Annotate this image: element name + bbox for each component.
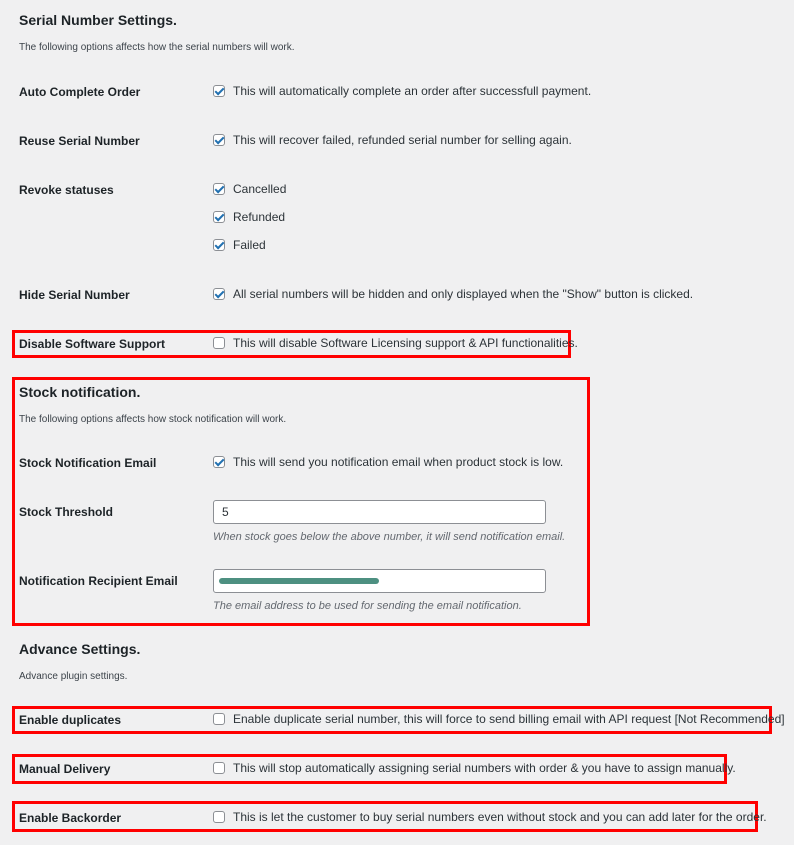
redacted-email-scribble [219,578,379,584]
reuse-serial-checkbox[interactable] [213,134,225,146]
auto-complete-text: This will automatically complete an order after successfull payment. [233,84,592,98]
duplicates-text: Enable duplicate serial number, this will force to send billing email with API request [Not Recommended] [233,712,785,726]
revoke-cancelled-option[interactable] [213,182,286,196]
recipient-email-label: Notification Recipient Email [19,574,178,588]
stock-email-label: Stock Notification Email [19,456,157,470]
revoke-refunded-option[interactable] [213,210,285,224]
revoke-failed-option[interactable] [213,238,266,252]
stock-email-option[interactable] [213,455,563,469]
advance-settings-description: Advance plugin settings. [19,671,128,682]
stock-notification-description: The following options affects how stock notification will work. [19,414,287,425]
duplicates-checkbox[interactable] [213,713,225,725]
disable-software-label: Disable Software Support [19,337,166,351]
disable-software-checkbox[interactable] [213,337,225,349]
reuse-serial-option[interactable] [213,133,572,147]
revoke-statuses-label: Revoke statuses [19,183,114,197]
stock-email-checkbox[interactable] [213,456,225,468]
backorder-label: Enable Backorder [19,811,122,825]
disable-software-option[interactable] [213,336,578,350]
backorder-checkbox[interactable] [213,811,225,823]
stock-threshold-label: Stock Threshold [19,505,114,519]
revoke-cancelled-checkbox[interactable] [213,183,225,195]
hide-serial-option[interactable] [213,287,693,301]
stock-notification-heading: Stock notification. [19,384,141,400]
hide-serial-checkbox[interactable] [213,288,225,300]
stock-email-text: This will send you notification email when product stock is low. [233,455,564,469]
backorder-text: This is let the customer to buy serial numbers even without stock and you can add later for the order. [233,810,767,824]
manual-delivery-checkbox[interactable] [213,762,225,774]
recipient-email-help: The email address to be used for sending the email notification. [213,600,522,612]
hide-serial-label: Hide Serial Number [19,288,130,302]
reuse-serial-label: Reuse Serial Number [19,134,140,148]
revoke-refunded-text: Refunded [233,210,286,224]
stock-threshold-help: When stock goes below the above number, it will send notification email. [213,531,566,543]
disable-software-text: This will disable Software Licensing support & API functionalities. [233,336,578,350]
revoke-failed-checkbox[interactable] [213,239,225,251]
hide-serial-text: All serial numbers will be hidden and only displayed when the "Show" button is clicked. [233,287,694,301]
revoke-cancelled-text: Cancelled [233,182,287,196]
manual-delivery-option[interactable] [213,761,736,775]
revoke-failed-text: Failed [233,238,266,252]
backorder-option[interactable] [213,810,767,824]
reuse-serial-text: This will recover failed, refunded serial number for selling again. [233,133,572,147]
serial-settings-description: The following options affects how the serial numbers will work. [19,42,295,53]
auto-complete-checkbox[interactable] [213,85,225,97]
duplicates-option[interactable] [213,712,785,726]
manual-delivery-label: Manual Delivery [19,762,111,776]
manual-delivery-text: This will stop automatically assigning serial numbers with order & you have to assign manually. [233,761,736,775]
serial-settings-heading: Serial Number Settings. [19,12,177,28]
revoke-refunded-checkbox[interactable] [213,211,225,223]
auto-complete-label: Auto Complete Order [19,85,141,99]
stock-threshold-input[interactable]: 5 [213,500,546,524]
duplicates-label: Enable duplicates [19,713,122,727]
advance-settings-heading: Advance Settings. [19,641,141,657]
auto-complete-option[interactable] [213,84,591,98]
